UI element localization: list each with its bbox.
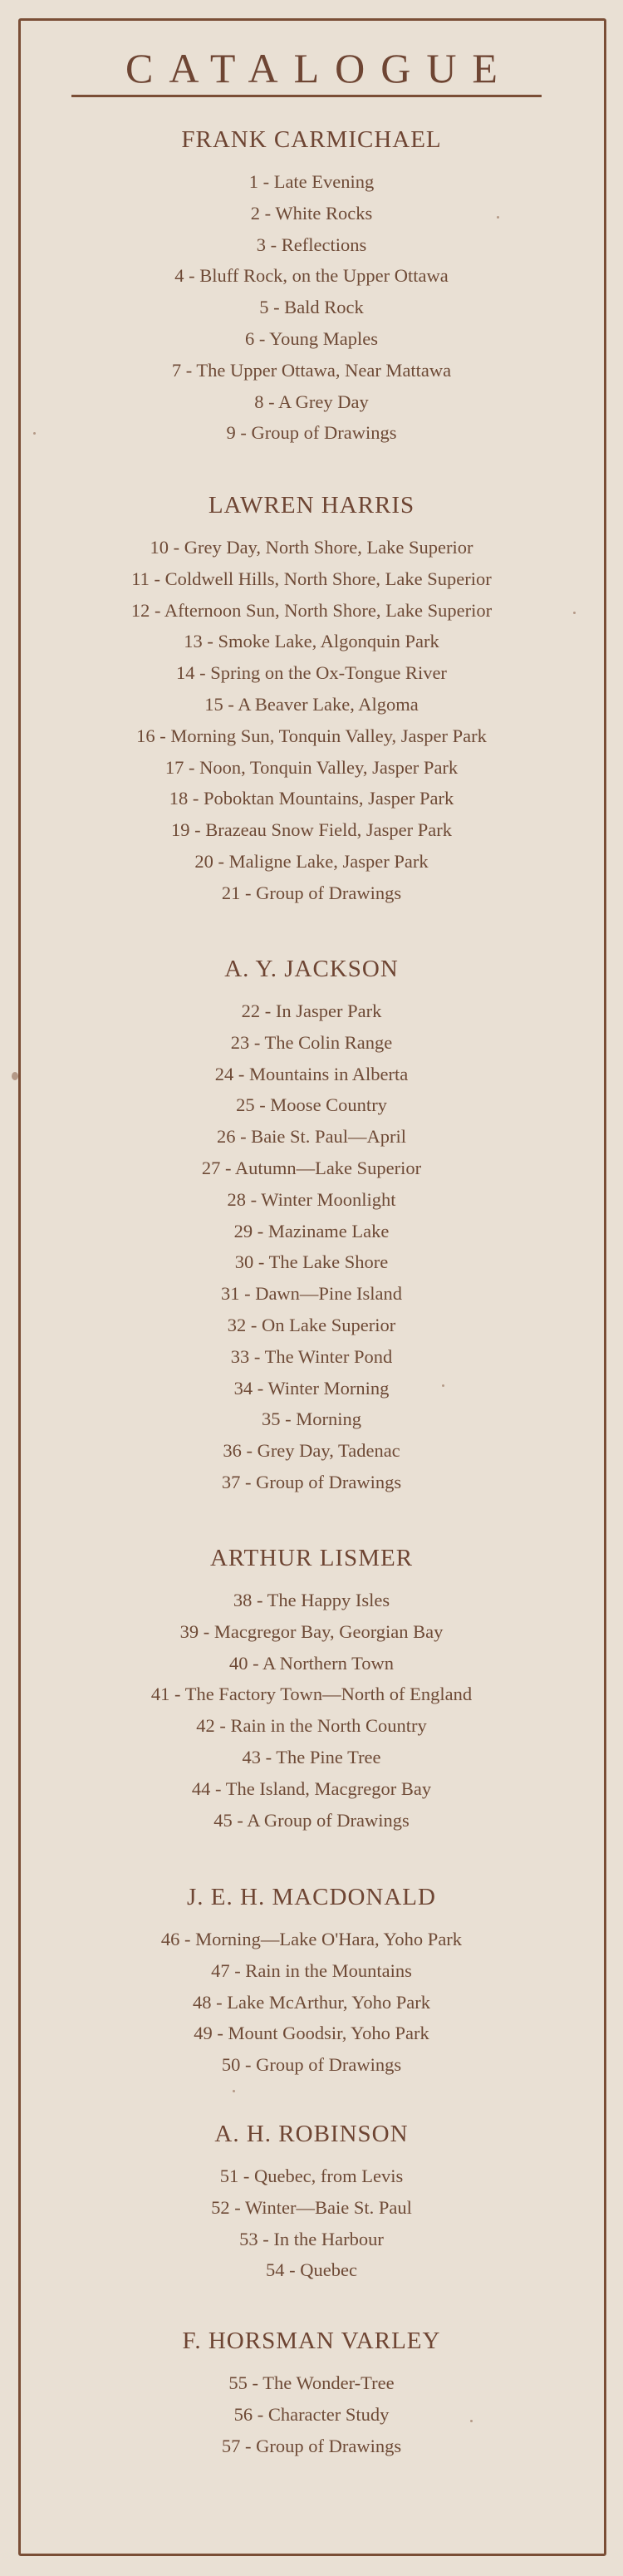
- paper-fleck: [233, 2090, 235, 2092]
- work-item: 6 - Young Maples: [244, 327, 379, 349]
- work-item: 52 - Winter—Baie St. Paul: [211, 2196, 412, 2218]
- work-item: 35 - Morning: [262, 1408, 361, 1430]
- works-list: [0, 166, 623, 449]
- work-item: 10 - Grey Day, North Shore, Lake Superior: [150, 537, 473, 558]
- work-item: 45 - A Group of Drawings: [213, 1809, 410, 1831]
- work-item: 21 - Group of Drawings: [221, 882, 402, 903]
- works-list: [0, 1924, 623, 2081]
- work-item: 55 - The Wonder-Tree: [228, 2372, 395, 2393]
- work-item: 46 - Morning—Lake O'Hara, Yoho Park: [160, 1929, 463, 1949]
- work-item: 12 - Afternoon Sun, North Shore, Lake Superior: [130, 599, 493, 621]
- paper-fleck: [442, 1384, 444, 1387]
- artist-name: F. HORSMAN VARLEY: [182, 2328, 441, 2354]
- paper-fleck: [573, 612, 576, 614]
- work-item: 13 - Smoke Lake, Algonquin Park: [184, 631, 439, 652]
- work-item: 53 - In the Harbour: [239, 2228, 384, 2249]
- artist-section: [0, 1541, 623, 1836]
- work-item: 34 - Winter Morning: [233, 1377, 390, 1399]
- work-item: 47 - Rain in the Mountains: [211, 1959, 412, 1981]
- work-item: 41 - The Factory Town—North of England: [150, 1684, 473, 1705]
- work-item: 20 - Maligne Lake, Jasper Park: [194, 850, 429, 872]
- work-item: 18 - Poboktan Mountains, Jasper Park: [169, 788, 454, 809]
- work-item: 50 - Group of Drawings: [221, 2054, 402, 2076]
- work-item: 32 - On Lake Superior: [227, 1314, 396, 1335]
- work-item: 54 - Quebec: [266, 2259, 357, 2281]
- work-item: 8 - A Grey Day: [254, 391, 369, 412]
- work-item: 42 - Rain in the North Country: [196, 1715, 427, 1737]
- work-item: 39 - Macgregor Bay, Georgian Bay: [179, 1620, 444, 1642]
- artist-section: [0, 2324, 623, 2461]
- works-list: [0, 2161, 623, 2286]
- artist-section: [0, 1880, 623, 2081]
- work-item: 22 - In Jasper Park: [241, 1000, 382, 1021]
- artist-section: [0, 123, 623, 449]
- work-item: 1 - Late Evening: [248, 171, 375, 192]
- artist-name: ARTHUR LISMER: [209, 1545, 414, 1571]
- paper-fleck: [470, 2420, 473, 2422]
- artist-name: LAWREN HARRIS: [208, 492, 415, 519]
- work-item: 43 - The Pine Tree: [242, 1746, 381, 1767]
- work-item: 57 - Group of Drawings: [221, 2435, 402, 2456]
- works-list: [0, 2367, 623, 2461]
- paper-fleck: [497, 216, 499, 219]
- paper-fleck: [33, 432, 36, 435]
- artist-section: [0, 952, 623, 1498]
- works-list: [0, 532, 623, 909]
- work-item: 27 - Autumn—Lake Superior: [201, 1157, 422, 1178]
- work-item: 3 - Reflections: [256, 234, 367, 255]
- work-item: 16 - Morning Sun, Tonquin Valley, Jasper Park: [136, 725, 487, 746]
- work-item: 15 - A Beaver Lake, Algoma: [204, 693, 419, 715]
- work-item: 30 - The Lake Shore: [234, 1251, 389, 1273]
- work-item: 40 - A Northern Town: [229, 1652, 394, 1674]
- work-item: 36 - Grey Day, Tadenac: [223, 1440, 400, 1462]
- work-item: 19 - Brazeau Snow Field, Jasper Park: [170, 819, 453, 841]
- work-item: 14 - Spring on the Ox-Tongue River: [176, 662, 447, 684]
- work-item: 17 - Noon, Tonquin Valley, Jasper Park: [164, 756, 459, 778]
- artist-name: A. H. ROBINSON: [214, 2121, 409, 2147]
- work-item: 49 - Mount Goodsir, Yoho Park: [194, 2023, 429, 2044]
- artist-name: J. E. H. MACDONALD: [187, 1884, 436, 1910]
- title-underline: [71, 95, 542, 97]
- work-item: 51 - Quebec, from Levis: [219, 2166, 404, 2186]
- works-list: [0, 995, 623, 1498]
- work-item: 44 - The Island, Macgregor Bay: [191, 1777, 432, 1799]
- work-item: 23 - The Colin Range: [230, 1031, 393, 1053]
- work-item: 4 - Bluff Rock, on the Upper Ottawa: [174, 265, 449, 287]
- work-item: 11 - Coldwell Hills, North Shore, Lake Superior: [131, 568, 492, 589]
- work-item: 56 - Character Study: [233, 2403, 390, 2425]
- work-item: 33 - The Winter Pond: [230, 1345, 393, 1367]
- work-item: 2 - White Rocks: [250, 202, 373, 224]
- artist-name: A. Y. JACKSON: [224, 956, 399, 982]
- work-item: 38 - The Happy Isles: [233, 1590, 390, 1610]
- work-item: 24 - Mountains in Alberta: [214, 1063, 409, 1084]
- work-item: 26 - Baie St. Paul—April: [216, 1126, 407, 1148]
- work-item: 48 - Lake McArthur, Yoho Park: [193, 1991, 430, 2013]
- works-list: [0, 1585, 623, 1836]
- artist-section: [0, 2117, 623, 2286]
- work-item: 37 - Group of Drawings: [221, 1471, 402, 1492]
- work-item: 5 - Bald Rock: [259, 297, 364, 318]
- work-item: 9 - Group of Drawings: [226, 422, 397, 444]
- work-item: 28 - Winter Moonlight: [227, 1188, 396, 1210]
- page-title: CATALOGUE: [125, 45, 513, 91]
- work-item: 7 - The Upper Ottawa, Near Mattawa: [171, 359, 452, 381]
- work-item: 25 - Moose Country: [236, 1094, 387, 1116]
- work-item: 29 - Maziname Lake: [233, 1220, 390, 1241]
- artist-section: [0, 489, 623, 909]
- paper-fleck: [12, 1072, 18, 1080]
- artist-name: FRANK CARMICHAEL: [181, 126, 442, 153]
- work-item: 31 - Dawn—Pine Island: [220, 1283, 403, 1305]
